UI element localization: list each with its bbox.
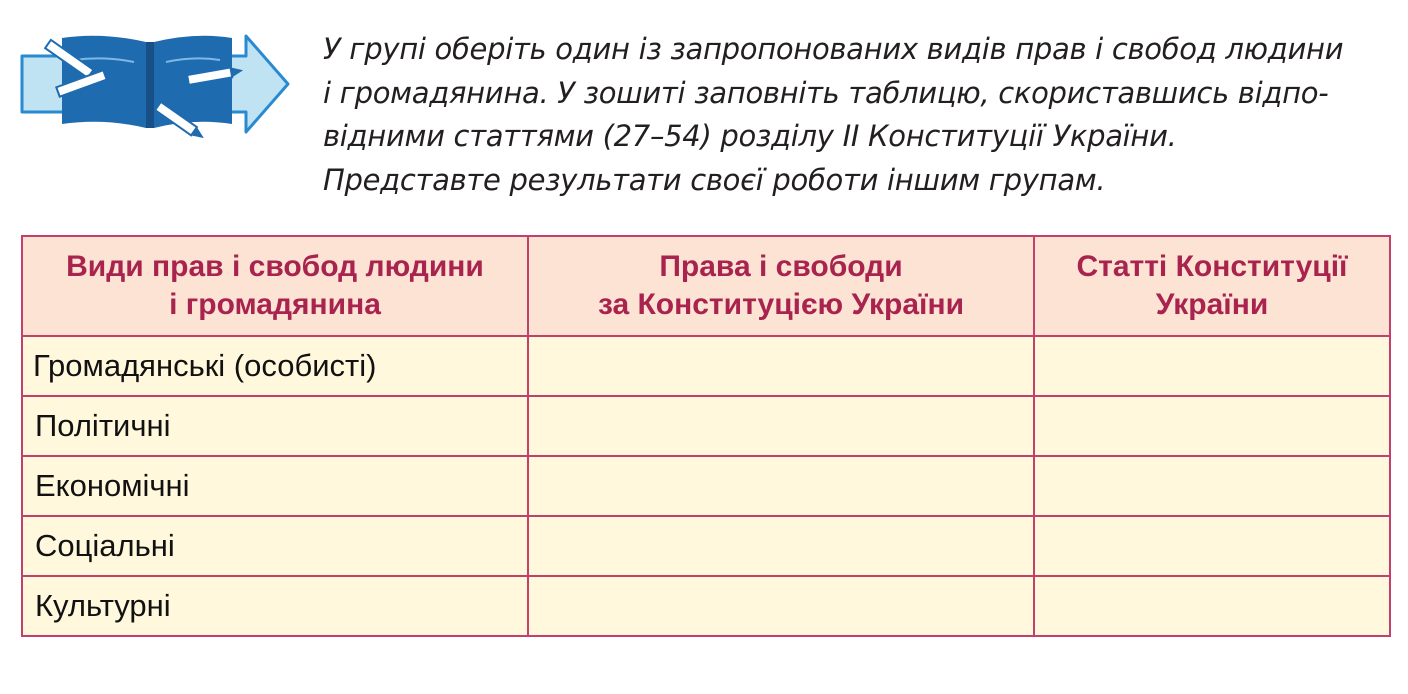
- instruction-line: і громадянина. У зошиті заповніть таблицю, скориставшись відпо-: [323, 75, 1329, 110]
- instruction-line: відними статтями (27–54) розділу II Конституції України.: [323, 119, 1177, 153]
- table-row: [22, 396, 1390, 456]
- table-row: [22, 456, 1390, 516]
- table-row: [22, 336, 1390, 396]
- articles-cell: [1034, 336, 1390, 396]
- instruction-line: Представте результати своєї роботи іншим групам.: [323, 162, 1106, 197]
- rights-cell: [528, 576, 1034, 636]
- rights-cell: [528, 456, 1034, 516]
- articles-cell: [1034, 396, 1390, 456]
- header-rights-types: Види прав і свобод людини і громадянина: [22, 236, 528, 336]
- rights-type-cell: Соціальні: [22, 516, 528, 576]
- rights-type-cell: Громадянські (особисті): [22, 336, 528, 396]
- rights-cell: [528, 516, 1034, 576]
- articles-cell: [1034, 516, 1390, 576]
- table-header-row: [22, 236, 1390, 336]
- instruction-line: У групі оберіть один із запропонованих видів прав і свобод людини: [323, 32, 1344, 66]
- table-row: [22, 576, 1390, 636]
- rights-table: [21, 235, 1391, 637]
- header-rights-constitution: Права і свободи за Конституцією України: [528, 236, 1034, 336]
- table-row: [22, 516, 1390, 576]
- rights-cell: [528, 396, 1034, 456]
- header-articles: Статті Конституції України: [1034, 236, 1390, 336]
- rights-cell: [528, 336, 1034, 396]
- articles-cell: [1034, 456, 1390, 516]
- rights-type-cell: Політичні: [22, 396, 528, 456]
- rights-type-cell: Культурні: [22, 576, 528, 636]
- rights-type-cell: Економічні: [22, 456, 528, 516]
- task-instruction: [323, 28, 1398, 202]
- articles-cell: [1034, 576, 1390, 636]
- group-work-book-arrow-icon: [18, 30, 292, 138]
